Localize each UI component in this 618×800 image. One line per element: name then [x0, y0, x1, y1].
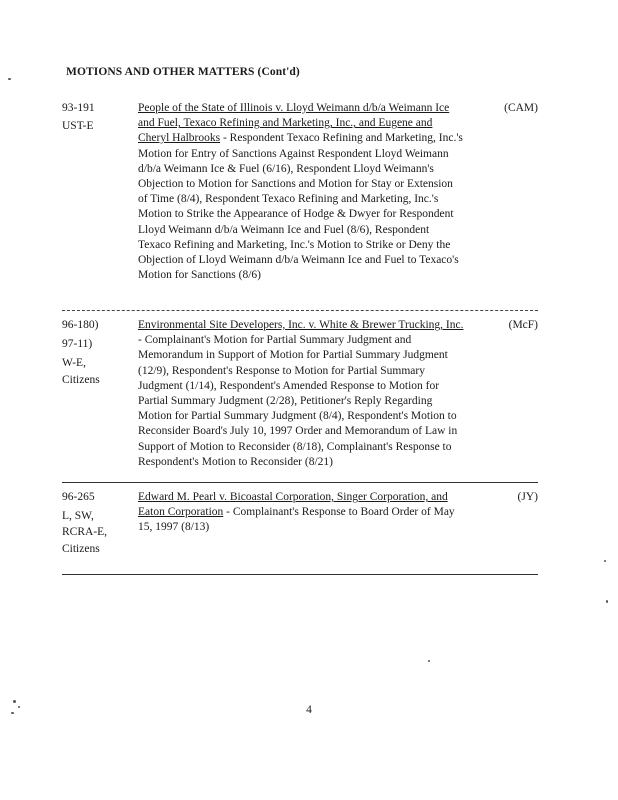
case-number-block	[62, 318, 132, 389]
scan-speck	[8, 78, 11, 80]
case-description	[138, 490, 464, 536]
case-number-block	[62, 490, 132, 558]
case-title: Environmental Site Developers, Inc. v. White & Brewer Trucking, Inc.	[138, 319, 464, 331]
case-type: UST-E	[62, 120, 94, 133]
scan-speck	[604, 560, 606, 562]
case-description	[138, 101, 464, 283]
case-title: Edward M. Pearl v. Bicoastal Corporation, Singer Corporation, and Eaton Corporation	[138, 491, 448, 519]
hearing-officer: (JY)	[517, 491, 538, 503]
case-number-block	[62, 101, 132, 135]
scan-speck	[11, 712, 14, 714]
case-number: 96-180)	[62, 319, 99, 331]
docket-entry	[62, 101, 540, 297]
scan-speck	[606, 600, 608, 603]
page-number: 4	[306, 704, 312, 716]
case-type: Citizens	[62, 373, 100, 386]
case-type: Citizens	[62, 542, 100, 555]
entry-divider	[62, 310, 538, 311]
case-title: People of the State of Illinois v. Lloyd Weimann d/b/a Weimann Ice and Fuel, Texaco Refining and Marketing, Inc., and Eugene and Cheryl Halbrooks	[138, 102, 450, 145]
case-type: L, SW,	[62, 510, 94, 523]
case-type: RCRA-E,	[62, 526, 108, 539]
case-number: 96-265	[62, 491, 95, 503]
docket-entry	[62, 490, 540, 560]
docket-entry	[62, 318, 540, 468]
case-type: W-E,	[62, 357, 86, 370]
entry-divider	[62, 482, 538, 483]
case-number: 97-11)	[62, 338, 93, 351]
hearing-officer: (CAM)	[504, 102, 538, 114]
entry-divider	[62, 574, 538, 575]
case-text: - Respondent Texaco Refining and Marketing, Inc.'s Motion for Entry of Sanctions Against Respondent Lloyd Weimann d/b/a Weimann Ice & Fuel (6/16), Respondent Lloyd Weimann's Objection to Motion for Sanctions and Motion for Stay or Extension of Time (8/4), Respondent Texaco Refining and Marketing, Inc.'s Motion to Strike the Appearance of Hodge & Dwyer for Respondent Lloyd Weimann d/b/a Weimann Ice and Fuel (8/6), Respondent Texaco Refining and Marketing, Inc.'s Motion to Strike or Deny the Objection of Lloyd Weimann d/b/a Weimann Ice and Fuel to Texaco's Motion for Sanctions (8/6)	[138, 132, 463, 282]
case-text: - Complainant's Motion for Partial Summary Judgment and Memorandum in Support of Motion for Partial Summary Judgment (12/9), Respondent's Response to Motion for Partial Summary Judgment (1/14), Respondent's Amended Response to Motion for Partial Summary Judgment (2/28), Petitioner's Reply Regarding Motion for Partial Summary Judgment (8/4), Respondent's Motion to Reconsider Board's July 10, 1997 Order and Memorandum of Law in Support of Motion to Reconsider (8/18), Complainant's Response to Respondent's Motion to Reconsider (8/21)	[138, 334, 458, 468]
case-number: 93-191	[62, 102, 95, 114]
scan-speck	[428, 660, 430, 662]
case-text: - Complainant's Response to Board Order of May 15, 1997 (8/13)	[138, 506, 455, 534]
case-description	[138, 318, 464, 470]
section-heading: MOTIONS AND OTHER MATTERS (Cont'd)	[66, 66, 300, 78]
scan-speck	[18, 706, 20, 708]
hearing-officer: (McF)	[508, 319, 538, 331]
scan-speck	[13, 700, 16, 703]
